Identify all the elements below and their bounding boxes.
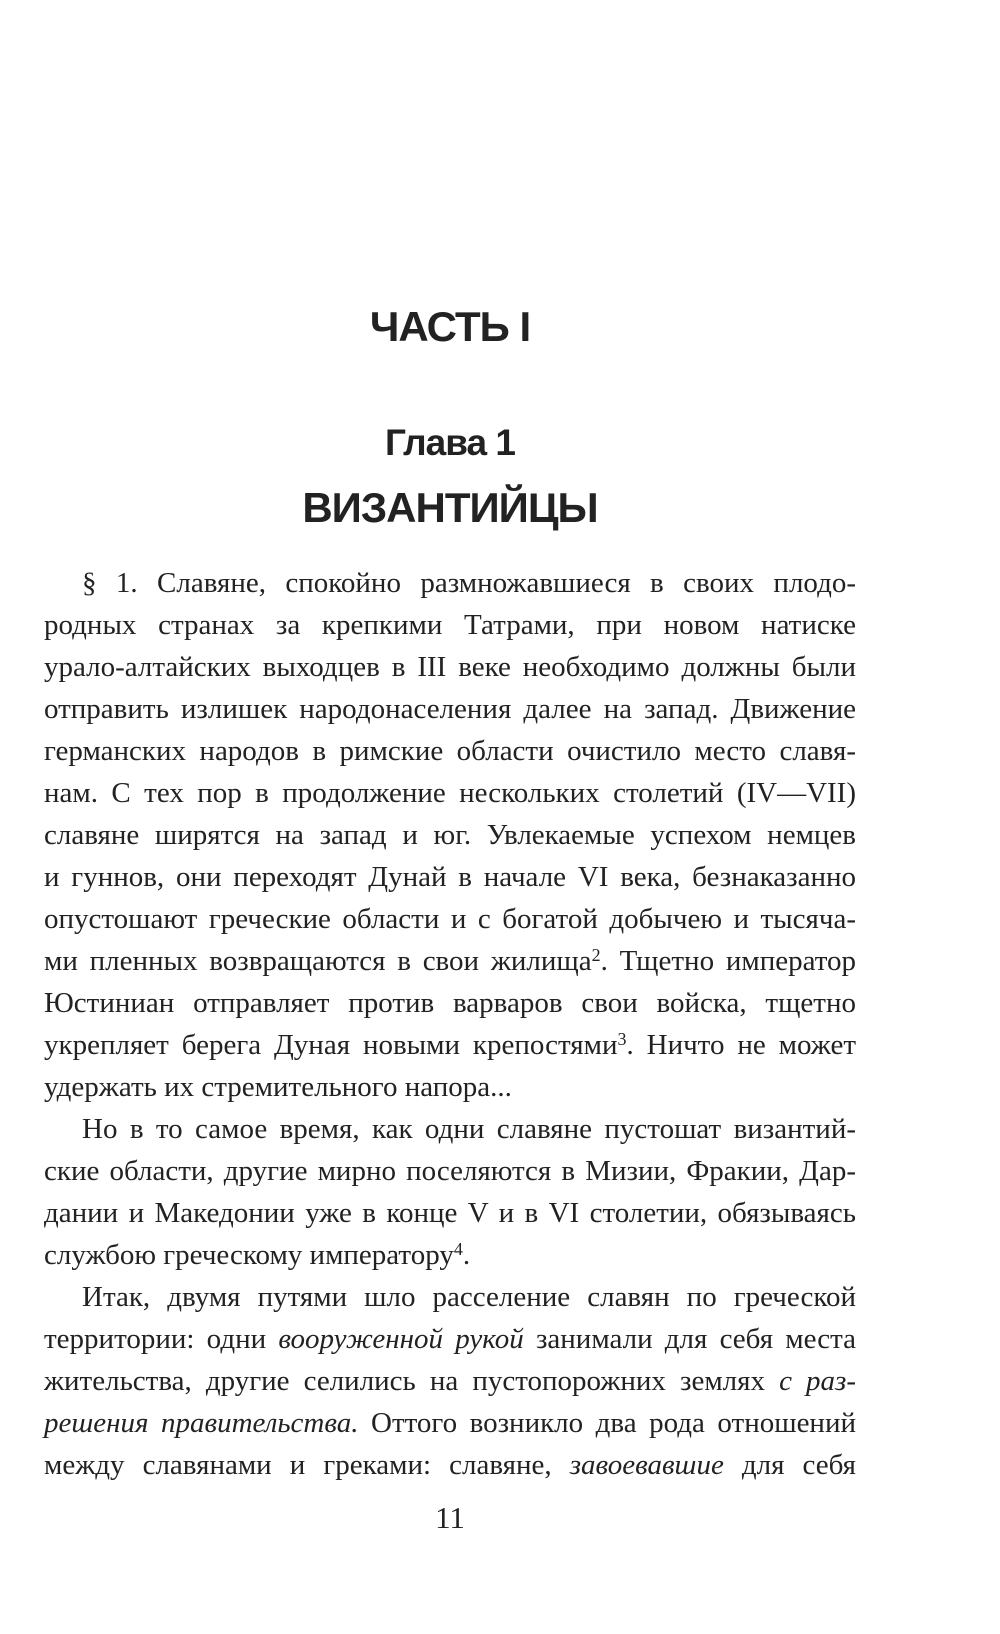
text-segment: Юстиниан отправляет против варваров свои войска, тщетно [44,987,856,1019]
text-segment: Оттого возникло два рода отношений [358,1407,856,1439]
text-segment: нам. С тех пор в продолжение нескольких столетий (IV—VII) [44,777,856,809]
text-segment: урало-алтайских выходцев в III веке необходимо должны были [44,651,856,683]
text-segment: для себя [723,1449,856,1481]
text-line [44,1234,856,1276]
text-line [44,1402,856,1444]
text-segment: и гуннов, они переходят Дунай в начале VI века, безнаказанно [44,861,856,893]
text-segment: . Ничто не может [626,1029,857,1061]
text-line [44,772,856,814]
text-segment: § 1. Славяне, спокойно размножавшиеся в своих плодо- [82,567,856,599]
text-line [44,1066,856,1108]
text-segment: родных странах за крепкими Татрами, при новом натиске [44,609,856,641]
text-segment: с раз- [779,1365,857,1397]
text-segment: отправить излишек народонаселения далее на запад. Движение [44,693,856,725]
footnote-marker: 2 [591,945,601,966]
text-segment: опустошают греческие области и с богатой добычею и тысяча- [44,903,856,935]
text-segment: славяне ширятся на запад и юг. Увлекаемые успехом немцев [44,819,856,851]
chapter-title: ВИЗАНТИЙЦЫ [302,484,598,531]
text-line [44,1150,856,1192]
text-segment: завоевавшие [569,1449,724,1481]
text-segment: службою греческому императору [44,1239,454,1271]
text-line [44,814,856,856]
part-title: ЧАСТЬ I [369,303,531,350]
text-line [44,1024,856,1066]
text-line [44,1444,856,1486]
text-line [44,688,856,730]
text-segment: жительства, другие селились на пустопорожних землях [44,1365,780,1397]
text-segment: дании и Македонии уже в конце V и в VI столетии, обязываясь [44,1197,856,1229]
text-segment: ми пленных возвращаются в свои жилища [44,945,592,977]
text-line [44,982,856,1024]
text-segment: Итак, двумя путями шло расселение славян по греческой [82,1281,856,1313]
text-line [44,562,856,604]
text-line [44,898,856,940]
text-segment: вооруженной рукой [278,1323,524,1355]
text-line [44,1318,856,1360]
text-segment: занимали для себя места [523,1323,856,1355]
text-line [44,646,856,688]
page-number: 11 [435,1500,465,1535]
footnote-marker: 4 [453,1239,463,1260]
text-segment: . [462,1239,471,1271]
text-line [44,1276,856,1318]
text-segment: удержать их стремительного напора... [44,1071,512,1103]
text-segment: ские области, другие мирно поселяются в Мизии, Фракии, Дар- [44,1155,856,1187]
text-line [44,1108,856,1150]
text-line [44,1360,856,1402]
text-line [44,1192,856,1234]
body-text [44,562,856,1486]
text-segment: Но в то самое время, как одни славяне пустошат византий- [82,1113,856,1145]
text-segment: между славянами и греками: славяне, [44,1449,570,1481]
text-line [44,730,856,772]
text-line [44,940,856,982]
footnote-marker: 3 [617,1029,627,1050]
text-line [44,604,856,646]
text-segment: укрепляет берега Дуная новыми крепостями [44,1029,618,1061]
text-segment: территории: одни [44,1323,279,1355]
text-segment: . Тщетно император [600,945,856,977]
text-segment: решения правительства. [44,1407,359,1439]
text-segment: германских народов в римские области очистило место славя- [44,735,856,767]
chapter-label: Глава 1 [385,422,515,463]
text-line [44,856,856,898]
